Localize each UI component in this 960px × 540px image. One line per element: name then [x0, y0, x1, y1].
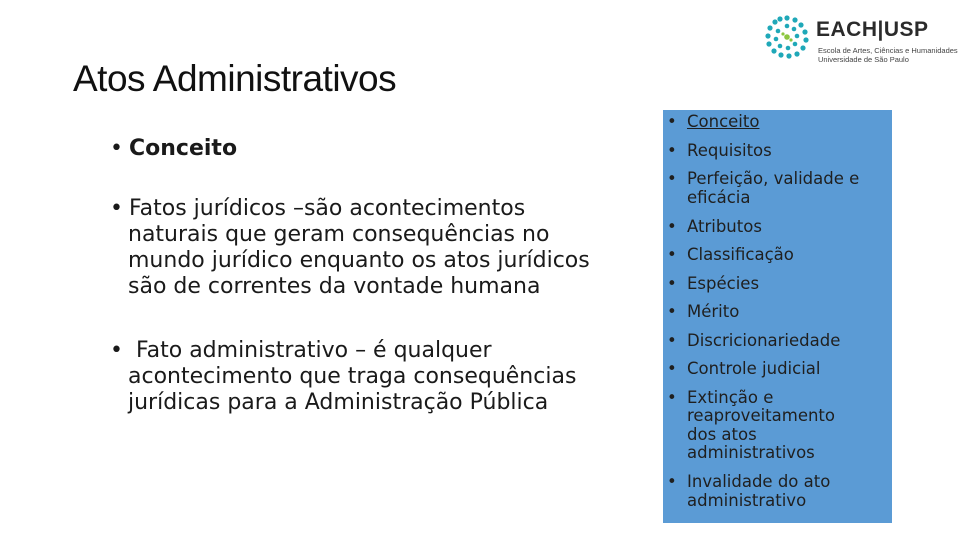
- bullet-line: acontecimento que traga consequências: [128, 364, 577, 389]
- bullet-fatos-juridicos: [110, 196, 590, 300]
- bullet-line: são de correntes da vontade humana: [128, 274, 541, 299]
- bullet-dot: •: [110, 196, 123, 221]
- topic-item: • Mérito: [667, 302, 740, 321]
- bullet-line: mundo jurídico enquanto os atos jurídicos: [128, 248, 590, 273]
- bullet-line: Fatos jurídicos –são acontecimentos: [129, 196, 526, 221]
- topic-item: • Atributos: [667, 216, 762, 236]
- logo-name: EACH|USP: [816, 18, 929, 41]
- topic-item: • Invalidade do ato administrativo: [667, 472, 831, 510]
- bullet-line: naturais que geram consequências no: [128, 222, 550, 247]
- topic-item: • Extinção e reaproveitamento dos atos administrativos: [667, 387, 836, 462]
- topic-item: • Requisitos: [667, 140, 772, 160]
- each-usp-logo: [760, 6, 960, 66]
- topic-item: • Discricionariedade: [667, 330, 841, 350]
- bullet-conceito: [110, 136, 237, 162]
- logo-subtitle-2: Universidade de São Paulo: [818, 55, 909, 64]
- logo-subtitle-1: Escola de Artes, Ciências e Humanidades: [818, 46, 958, 55]
- bullet-line: Fato administrativo – é qualquer: [136, 338, 492, 363]
- slide-title: Atos Administrativos: [73, 58, 397, 99]
- topic-item: • Perfeição, validade e eficácia: [667, 169, 860, 207]
- bullet-fato-administrativo: [110, 338, 576, 416]
- bullet-dot: •: [110, 338, 123, 363]
- topic-item: • Classificação: [667, 245, 794, 264]
- topics-list: [667, 113, 892, 510]
- bullet-dot: •: [110, 136, 123, 161]
- each-logo-icon: [764, 14, 810, 60]
- topic-item[interactable]: • Conceito: [667, 112, 760, 131]
- bullet-conceito-text: Conceito: [129, 136, 238, 161]
- bullet-line: jurídicas para a Administração Pública: [128, 390, 549, 415]
- topic-item: • Controle judicial: [667, 359, 821, 378]
- topic-item: • Espécies: [667, 273, 760, 293]
